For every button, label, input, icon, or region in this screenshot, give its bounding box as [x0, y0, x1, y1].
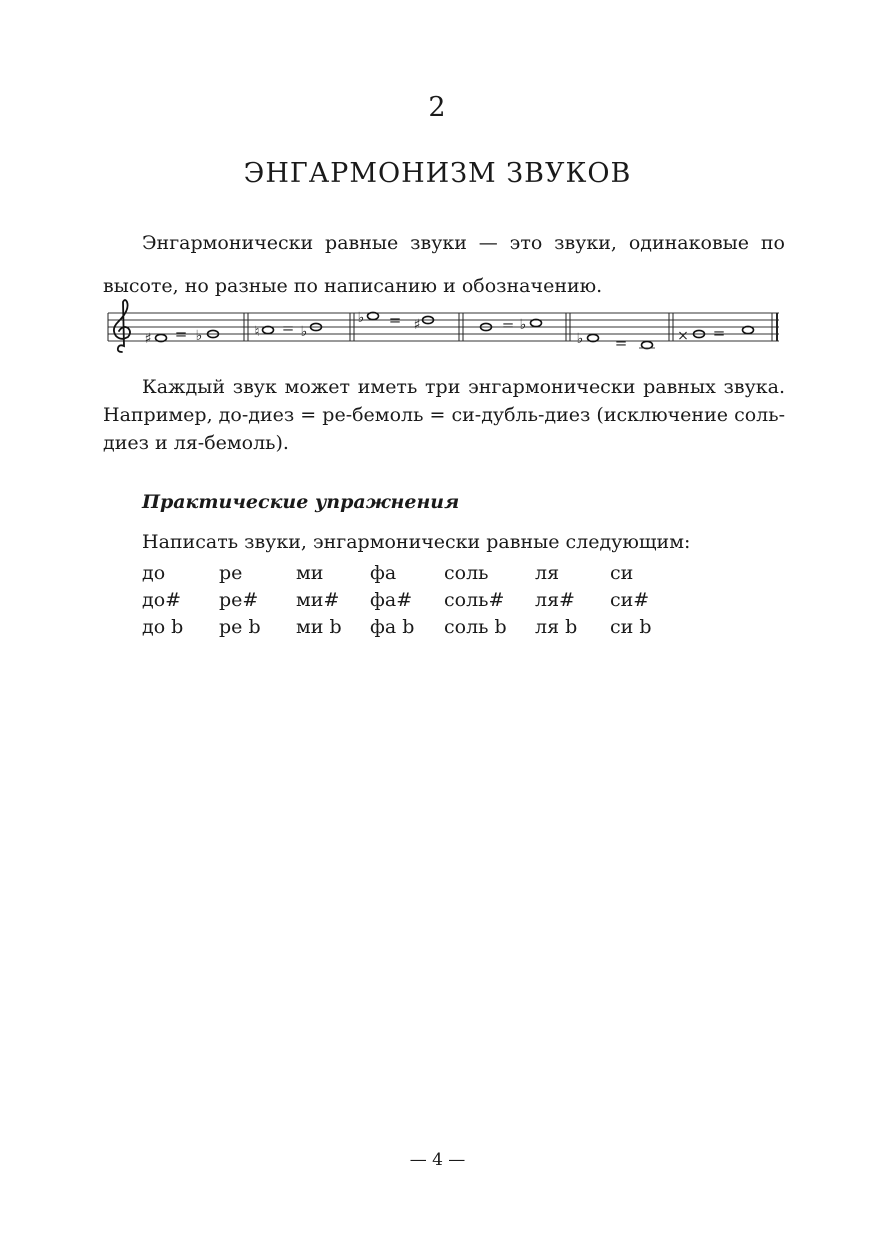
notes-row — [142, 614, 670, 641]
page-number: — 4 — — [409, 1150, 466, 1170]
note-do-flat — [531, 319, 542, 326]
note-cell: ми — [296, 562, 324, 584]
note-cell: соль# — [444, 589, 505, 611]
note-cell: фа b — [370, 616, 415, 638]
note-do — [642, 341, 653, 348]
equals-sign: = — [281, 319, 295, 337]
note-cell: до# — [142, 589, 182, 611]
note-la — [263, 326, 274, 333]
notes-row — [142, 587, 670, 614]
note-la — [743, 326, 754, 333]
note-cell: ля b — [535, 616, 578, 638]
exercise-task: Написать звуки, энгармонически равные следующим: — [142, 531, 691, 553]
equals-sign: = — [174, 325, 188, 343]
note-fa-sharp — [156, 334, 167, 341]
note-mi-flat — [368, 312, 379, 319]
explanation-paragraph: Каждый звук может иметь три энгармонически равных звука. Например, до-диез = ре-бемоль = си-дубль-диез (исключение соль-диез и ля-бемоль). — [103, 376, 785, 454]
note-cell: ля# — [535, 589, 575, 611]
equals-sign: = — [501, 316, 515, 334]
note-cell: си — [610, 562, 634, 584]
intro-paragraph: Энгармонически равные звуки — это звуки, одинаковые по высоте, но разные по написанию и обозначению. — [103, 232, 785, 297]
note-cell: соль — [444, 562, 489, 584]
equals-sign: = — [614, 334, 628, 352]
notes-row — [142, 560, 670, 587]
sharp-icon: ♯ — [413, 317, 421, 333]
equals-sign: = — [712, 324, 726, 342]
note-cell: си# — [610, 589, 650, 611]
exercises-heading: Практические упражнения — [142, 491, 460, 513]
note-cell: до — [142, 562, 166, 584]
note-cell: ми b — [296, 616, 342, 638]
flat-icon: ♭ — [195, 328, 203, 344]
note-re-flat — [588, 334, 599, 341]
note-cell: фа# — [370, 589, 413, 611]
note-cell: ми# — [296, 589, 340, 611]
accidentals — [145, 310, 689, 347]
chapter-number: 2 — [428, 92, 447, 123]
note-cell: ре b — [219, 616, 261, 638]
music-notation-staff — [103, 298, 783, 358]
flat-icon: ♭ — [576, 331, 584, 347]
chapter-title: ЭНГАРМОНИЗМ ЗВУКОВ — [243, 158, 632, 189]
treble-clef-icon — [114, 300, 130, 352]
note-cell: фа — [370, 562, 397, 584]
note-cell: си b — [610, 616, 652, 638]
flat-icon: ♭ — [300, 324, 308, 340]
equals-sign: = — [388, 311, 402, 329]
notes-table — [142, 560, 670, 641]
note-cell: до b — [142, 616, 184, 638]
whole-notes — [156, 312, 754, 348]
double-sharp-icon: × — [677, 328, 689, 344]
note-cell: ре — [219, 562, 243, 584]
note-cell: ля — [535, 562, 560, 584]
sharp-icon: ♯ — [144, 331, 152, 347]
flat-icon: ♭ — [357, 310, 365, 326]
natural-icon: ♮ — [254, 324, 260, 340]
note-cell: соль b — [444, 616, 507, 638]
note-cell: ре# — [219, 589, 259, 611]
flat-icon: ♭ — [519, 317, 527, 333]
